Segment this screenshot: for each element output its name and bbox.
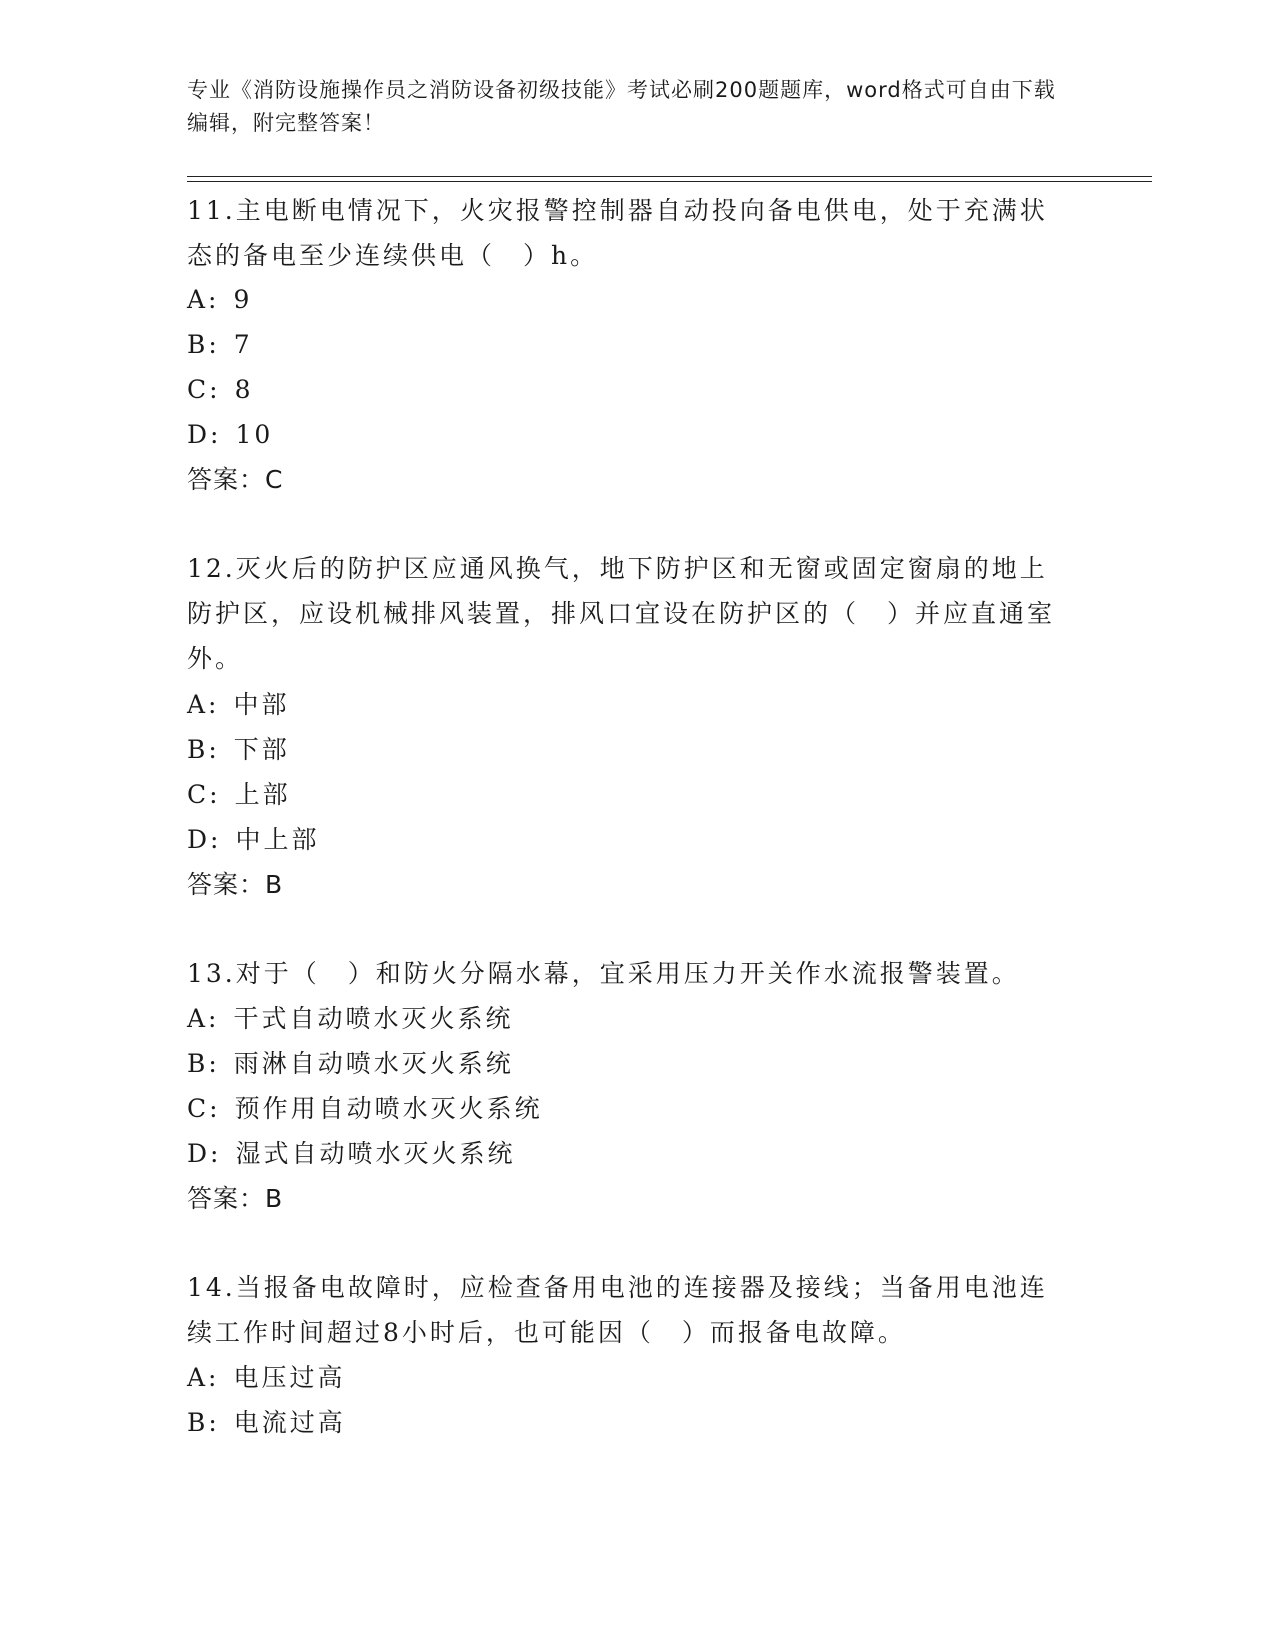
question-12-option-a [187, 682, 1067, 727]
option-value: 8 [234, 375, 254, 404]
option-value: 上部 [234, 780, 291, 809]
question-14-text: 14.当报备电故障时，应检查备用电池的连接器及接线；当备用电池连续工作时间超过8小时后，也可能因（ ）而报备电故障。 [187, 1273, 1048, 1347]
option-letter: D: [187, 420, 222, 449]
question-14-option-a [187, 1355, 1067, 1400]
option-value: 电压过高 [233, 1363, 346, 1392]
option-value: 下部 [233, 735, 290, 764]
question-13-option-d [187, 1131, 1067, 1176]
option-value: 预作用自动喷水灭火系统 [234, 1094, 543, 1123]
question-13-option-a [187, 996, 1067, 1041]
option-value: 干式自动喷水灭火系统 [233, 1004, 514, 1033]
option-letter: D: [187, 825, 222, 854]
option-letter: D: [187, 1139, 222, 1168]
question-12-text: 12.灭火后的防护区应通风换气，地下防护区和无窗或固定窗扇的地上防护区，应设机械排风装置，排风口宜设在防护区的（ ）并应直通室外。 [187, 554, 1056, 673]
question-12-option-c [187, 772, 1067, 817]
question-12-option-b [187, 727, 1067, 772]
option-value: 10 [235, 420, 274, 449]
question-11-text: 11.主电断电情况下，火灾报警控制器自动投向备电供电，处于充满状态的备电至少连续供电（ ）h。 [187, 196, 1048, 270]
header-divider-top [187, 176, 1152, 177]
question-11-option-d [187, 412, 1067, 457]
option-letter: A: [187, 1363, 220, 1392]
document-header: 专业《消防设施操作员之消防设备初级技能》考试必刷200题题库，word格式可自由下载编辑，附完整答案！ [187, 78, 1056, 135]
option-letter: A: [187, 1004, 220, 1033]
question-13-answer: 答案：B [187, 1184, 284, 1213]
option-value: 雨淋自动喷水灭火系统 [233, 1049, 514, 1078]
question-11-option-a [187, 277, 1067, 322]
option-letter: A: [187, 285, 220, 314]
question-14-option-b [187, 1400, 1067, 1445]
header-divider-bottom [187, 181, 1152, 182]
option-value: 中上部 [235, 825, 320, 854]
option-letter: A: [187, 690, 220, 719]
question-11-option-b [187, 322, 1067, 367]
question-13-text: 13.对于（ ）和防火分隔水幕，宜采用压力开关作水流报警装置。 [187, 959, 1020, 988]
option-letter: B: [187, 735, 220, 764]
option-value: 9 [233, 285, 253, 314]
option-value: 湿式自动喷水灭火系统 [235, 1139, 516, 1168]
option-value: 7 [233, 330, 253, 359]
option-letter: B: [187, 330, 220, 359]
question-13-option-c [187, 1086, 1067, 1131]
option-letter: B: [187, 1049, 220, 1078]
option-letter: C: [187, 375, 221, 404]
question-13-option-b [187, 1041, 1067, 1086]
question-12-option-d [187, 817, 1067, 862]
option-value: 中部 [233, 690, 290, 719]
option-letter: C: [187, 780, 221, 809]
question-11-option-c [187, 367, 1067, 412]
option-letter: C: [187, 1094, 221, 1123]
option-value: 电流过高 [233, 1408, 346, 1437]
option-letter: B: [187, 1408, 220, 1437]
question-12-answer: 答案：B [187, 870, 284, 899]
question-11-answer: 答案：C [187, 465, 284, 494]
